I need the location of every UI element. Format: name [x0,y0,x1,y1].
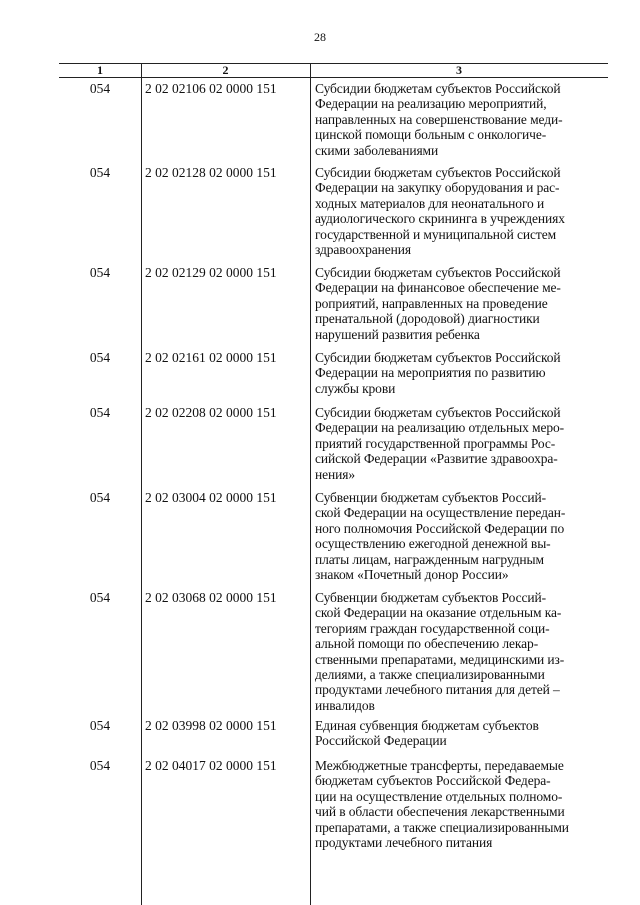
row-kbk: 2 02 02129 02 0000 151 [145,265,277,280]
row-kbk: 2 02 02106 02 0000 151 [145,81,277,96]
row-kbk: 2 02 04017 02 0000 151 [145,758,277,773]
row-description: Субсидии бюджетам субъектов Российской Федерации на реализацию мероприятий, направленных на совершенствование меди- цинской помощи больным с онкологиче- скими заболеваниями [315,81,563,158]
row-code: 054 [89,265,111,280]
row-code: 054 [89,718,111,733]
row-description: Субсидии бюджетам субъектов Российской Федерации на закупку оборудования и рас- ходных материалов для неонатального и аудиологического скрининга в учреждениях государственной и муниципальной систем здравоохранения [315,165,565,258]
row-description: Субсидии бюджетам субъектов Российской Федерации на финансовое обеспечение ме- роприятий, направленных на проведение пренатальной (дородовой) диагностики нарушений развития ребенка [315,265,561,342]
row-code: 054 [89,405,111,420]
row-kbk: 2 02 03004 02 0000 151 [145,490,277,505]
row-description: Субвенции бюджетам субъектов Россий- ской Федерации на осуществление передан- ного полномочия Российской Федерации по осуществлению ежегодной денежной вы- платы лицам, награжденным нагрудным знаком «Почетный донор России» [315,490,566,583]
column-divider-1 [141,63,142,905]
column-header-2: 2 [222,63,229,77]
row-kbk: 2 02 03068 02 0000 151 [145,590,277,605]
budget-table [59,63,608,905]
row-description: Единая субвенция бюджетам субъектов Российской Федерации [315,718,539,749]
column-divider-2 [310,63,311,905]
column-header-3: 3 [456,63,462,77]
row-description: Субсидии бюджетам субъектов Российской Федерации на реализацию отдельных меро- приятий государственной программы Рос- сийской Федерации «Развитие здравоохра- нения» [315,405,565,482]
page-number: 28 [314,30,326,44]
row-kbk: 2 02 03998 02 0000 151 [145,718,277,733]
row-code: 054 [89,758,111,773]
row-description: Межбюджетные трансферты, передаваемые бюджетам субъектов Российской Федера- ции на осуществление отдельных полномо- чий в области обеспечения лекарственными препаратами, а также специализированными продуктами лечебного питания [315,758,569,851]
row-code: 054 [89,81,111,96]
row-code: 054 [89,590,111,605]
row-code: 054 [89,350,111,365]
row-kbk: 2 02 02161 02 0000 151 [145,350,277,365]
row-description: Субвенции бюджетам субъектов Россий- ской Федерации на оказание отдельным ка- тегориям граждан государственной соци- альной помощи по обеспечению лекар- ственными препаратами, медицинскими из- делиями, а также специализированными продуктами лечебного питания для детей – инвалидов [315,590,565,713]
row-kbk: 2 02 02208 02 0000 151 [145,405,277,420]
row-kbk: 2 02 02128 02 0000 151 [145,165,277,180]
row-code: 054 [89,490,111,505]
row-description: Субсидии бюджетам субъектов Российской Федерации на мероприятия по развитию службы крови [315,350,561,396]
row-code: 054 [89,165,111,180]
column-header-1: 1 [97,63,103,77]
